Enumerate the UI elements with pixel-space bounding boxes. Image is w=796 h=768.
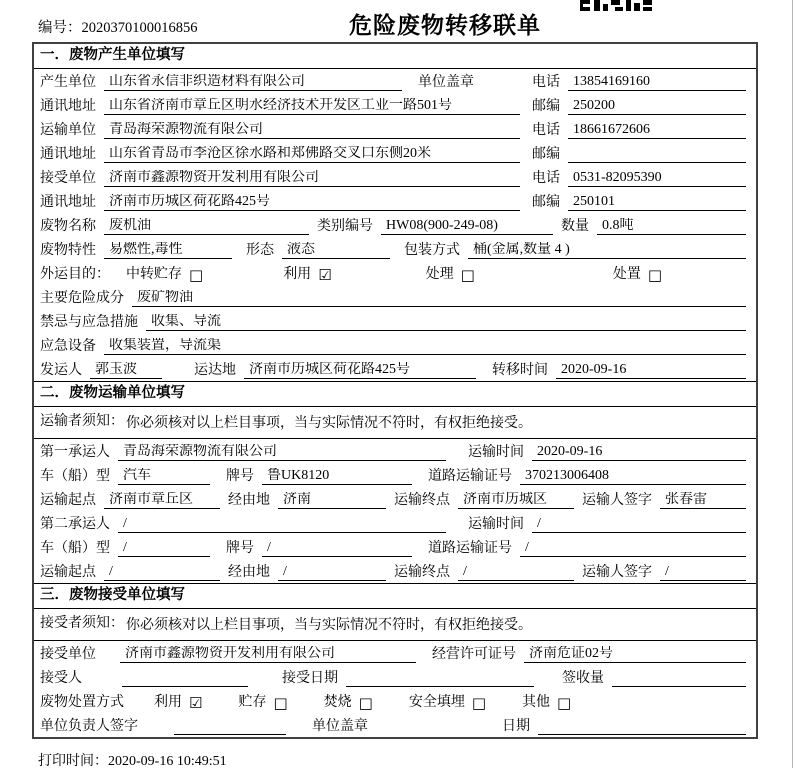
taboo-label: 禁忌与应急措施	[40, 315, 138, 330]
shipper-time-value: 2020-09-16	[556, 362, 746, 379]
print-time-label: 打印时间：	[38, 754, 108, 768]
vehicle2-permit-label: 道路运输证号	[428, 541, 512, 556]
sign-qty-value	[612, 670, 746, 687]
disposal-other-checkbox-icon: □	[557, 694, 572, 712]
row-shipper	[34, 357, 756, 381]
doc-number-value: 2020370100016856	[81, 20, 198, 36]
receiver-notice-text: 你必须核对以上栏目事项，当与实际情况不符时，有权拒绝接受。	[126, 618, 532, 633]
waste-qty-value: 0.8吨	[597, 218, 746, 235]
route1-end-value: 济南市历城区	[458, 492, 574, 509]
purpose-transfer-storage-checkbox-icon: □	[189, 266, 204, 284]
row-taboo	[34, 309, 756, 333]
transporter-phone-group	[532, 122, 746, 139]
unit-seal-label: 单位盖章	[312, 719, 368, 734]
vehicle1-plate-value: 鲁UK8120	[262, 468, 412, 485]
route2-via-label: 经由地	[228, 565, 270, 580]
transporter-zip-group	[532, 146, 746, 163]
shipper-value: 郭玉波	[90, 362, 162, 379]
transporter-zip-label: 邮编	[532, 147, 560, 162]
equipment-value: 收集装置，导流渠	[104, 338, 746, 355]
transporter-value: 青岛海荣源物流有限公司	[104, 122, 520, 139]
waste-pack-label: 包装方式	[404, 243, 460, 258]
disposal-method-label: 废物处置方式	[40, 695, 124, 710]
shipper-dest-label: 运达地	[194, 363, 236, 378]
accept-unit-value: 济南市鑫源物资开发利用有限公司	[120, 646, 416, 663]
hazard-value: 废矿物油	[132, 290, 746, 307]
shipper-label: 发运人	[40, 363, 82, 378]
producer-addr-value: 山东省济南市章丘区明水经济技术开发区工业一路501号	[104, 98, 520, 115]
carrier2-value: /	[118, 516, 446, 533]
row-accept-unit	[34, 641, 756, 665]
row-producer	[34, 69, 756, 93]
route1-sign-label: 运输人签字	[582, 493, 652, 508]
waste-code-value: HW08(900-249-08)	[381, 218, 553, 235]
print-time-value: 2020-09-16 10:49:51	[108, 754, 227, 768]
waste-code-label: 类别编号	[317, 219, 373, 234]
vehicle2-plate-label: 牌号	[226, 541, 254, 556]
transporter-notice-label: 运输者须知：	[40, 414, 124, 429]
purpose-option-transfer-storage	[126, 267, 203, 283]
waste-character-label: 废物特性	[40, 243, 96, 258]
receiver-label: 接受单位	[40, 171, 96, 186]
taboo-value: 收集、导流	[146, 314, 746, 331]
vehicle1-label: 车（船）型	[40, 469, 110, 484]
row-producer-addr	[34, 93, 756, 117]
license-value: 济南危证02号	[524, 646, 746, 663]
waste-name-value: 废机油	[104, 218, 309, 235]
section3-title: 三．废物接受单位填写	[34, 583, 756, 609]
disposal-option-incineration	[324, 695, 373, 711]
disposal-option-reuse	[154, 695, 202, 711]
carrier2-time-value: /	[532, 516, 746, 533]
accept-unit-label: 接受单位	[40, 647, 96, 662]
purpose-option-reuse	[283, 267, 331, 283]
route1-via-value: 济南	[278, 492, 386, 509]
hazard-label: 主要危险成分	[40, 291, 124, 306]
sign-date-value	[538, 718, 746, 735]
carrier2-time-label: 运输时间	[468, 517, 524, 532]
waste-form-value: 液态	[282, 242, 390, 259]
doc-number-label: 编号：	[38, 20, 82, 36]
accept-person-value	[122, 670, 248, 687]
route2-via-value: /	[278, 564, 386, 581]
row-disposal-method	[34, 689, 756, 713]
row-vehicle1	[34, 463, 756, 487]
row-route1	[34, 487, 756, 511]
responsible-sign-label: 单位负责人签字	[40, 719, 138, 734]
disposal-option-storage-label: 贮存	[238, 695, 267, 710]
carrier1-value: 青岛海荣源物流有限公司	[118, 444, 446, 461]
receiver-notice-label: 接受者须知：	[40, 616, 124, 631]
route2-start-label: 运输起点	[40, 565, 96, 580]
carrier2-label: 第二承运人	[40, 517, 110, 532]
vehicle1-plate-label: 牌号	[226, 469, 254, 484]
carrier1-time-value: 2020-09-16	[532, 444, 746, 461]
waste-character-value: 易燃性,毒性	[104, 242, 232, 259]
transporter-notice-text: 你必须核对以上栏目事项，当与实际情况不符时，有权拒绝接受。	[126, 416, 532, 431]
disposal-incineration-checkbox-icon: □	[358, 694, 373, 712]
purpose-treatment-checkbox-icon: □	[460, 266, 475, 284]
receiver-zip-group	[532, 194, 746, 211]
shipper-time-label: 转移时间	[492, 363, 548, 378]
purpose-label: 外运目的：	[40, 267, 110, 282]
transporter-notice	[34, 407, 756, 439]
receiver-zip-value: 250101	[568, 194, 746, 211]
transporter-addr-label: 通讯地址	[40, 147, 96, 162]
vehicle2-plate-value: /	[262, 540, 412, 557]
purpose-option-treatment-label: 处理	[425, 267, 454, 282]
producer-seal-label: 单位盖章	[418, 75, 474, 90]
producer-phone-label: 电话	[532, 75, 560, 90]
producer-phone-value: 13854169160	[568, 74, 746, 91]
sign-qty-label: 签收量	[562, 671, 604, 686]
equipment-label: 应急设备	[40, 339, 96, 354]
receiver-zip-label: 邮编	[532, 195, 560, 210]
purpose-option-disposal-label: 处置	[612, 267, 641, 282]
row-responsible-sign	[34, 713, 756, 737]
route1-end-label: 运输终点	[394, 493, 450, 508]
row-transporter	[34, 117, 756, 141]
vehicle2-label: 车（船）型	[40, 541, 110, 556]
waste-name-label: 废物名称	[40, 219, 96, 234]
producer-zip-label: 邮编	[532, 99, 560, 114]
receiver-value: 济南市鑫源物资开发利用有限公司	[104, 170, 520, 187]
purpose-option-reuse-label: 利用	[283, 267, 312, 282]
purpose-option-transfer-storage-label: 中转贮存	[126, 267, 182, 282]
receiver-addr-label: 通讯地址	[40, 195, 96, 210]
row-receiver-addr	[34, 189, 756, 213]
license-label: 经营许可证号	[432, 647, 516, 662]
route1-start-value: 济南市章丘区	[104, 492, 220, 509]
carrier1-time-label: 运输时间	[468, 445, 524, 460]
row-hazard	[34, 285, 756, 309]
vehicle1-permit-value: 370213006408	[520, 468, 746, 485]
responsible-sign-value	[174, 718, 286, 735]
row-carrier1	[34, 439, 756, 463]
row-equipment	[34, 333, 756, 357]
page-edge-line	[792, 0, 793, 768]
vehicle1-value: 汽车	[118, 468, 210, 485]
disposal-option-landfill	[409, 695, 486, 711]
print-time	[38, 750, 227, 768]
waste-pack-value: 桶(金属,数量 4 )	[468, 242, 746, 259]
route1-start-label: 运输起点	[40, 493, 96, 508]
receiver-notice	[34, 609, 756, 641]
waste-qty-label: 数量	[561, 219, 589, 234]
row-vehicle2	[34, 535, 756, 559]
producer-addr-label: 通讯地址	[40, 99, 96, 114]
row-waste-character	[34, 237, 756, 261]
producer-label: 产生单位	[40, 75, 96, 90]
receiver-addr-value: 济南市历城区荷花路425号	[104, 194, 520, 211]
route1-via-label: 经由地	[228, 493, 270, 508]
row-receiver	[34, 165, 756, 189]
row-route2	[34, 559, 756, 583]
transporter-phone-value: 18661672606	[568, 122, 746, 139]
disposal-option-other-label: 其他	[522, 695, 551, 710]
disposal-option-incineration-label: 焚烧	[323, 695, 352, 710]
transporter-addr-value: 山东省青岛市李沧区徐水路和郑佛路交叉口东侧20米	[104, 146, 520, 163]
route2-start-value: /	[104, 564, 220, 581]
shipper-dest-value: 济南市历城区荷花路425号	[244, 362, 476, 379]
route2-end-label: 运输终点	[394, 565, 450, 580]
producer-zip-group	[532, 98, 746, 115]
disposal-storage-checkbox-icon: □	[273, 694, 288, 712]
disposal-option-storage	[238, 695, 287, 711]
purpose-reuse-checkbox-icon: ☑	[318, 266, 332, 284]
vehicle2-permit-value: /	[520, 540, 746, 557]
row-waste-name	[34, 213, 756, 237]
disposal-option-landfill-label: 安全填埋	[408, 695, 465, 710]
accept-person-label: 接受人	[40, 671, 82, 686]
purpose-disposal-checkbox-icon: □	[647, 266, 663, 284]
route2-sign-value: /	[660, 564, 746, 581]
row-accept-person	[34, 665, 756, 689]
row-purpose	[34, 261, 756, 285]
disposal-option-reuse-label: 利用	[154, 695, 182, 710]
section2-title: 二．废物运输单位填写	[34, 381, 756, 407]
route1-sign-value: 张春雷	[660, 492, 746, 509]
receiver-phone-group	[532, 170, 746, 187]
row-carrier2	[34, 511, 756, 535]
accept-date-value	[346, 670, 534, 687]
vehicle1-permit-label: 道路运输证号	[428, 469, 512, 484]
disposal-reuse-checkbox-icon: ☑	[189, 694, 203, 712]
transporter-phone-label: 电话	[532, 123, 560, 138]
route2-sign-label: 运输人签字	[582, 565, 652, 580]
transporter-zip-value	[568, 146, 746, 163]
carrier1-label: 第一承运人	[40, 445, 110, 460]
producer-phone-group	[532, 74, 746, 91]
disposal-landfill-checkbox-icon: □	[471, 694, 487, 712]
form-body	[32, 42, 758, 739]
transporter-label: 运输单位	[40, 123, 96, 138]
page-title: 危险废物转移联单	[349, 13, 541, 38]
producer-value: 山东省永信非织造材料有限公司	[104, 74, 402, 91]
route2-end-value: /	[458, 564, 574, 581]
disposal-option-other	[522, 695, 571, 711]
receiver-phone-label: 电话	[532, 171, 560, 186]
vehicle2-value: /	[118, 540, 210, 557]
row-transporter-addr	[34, 141, 756, 165]
waste-form-label: 形态	[246, 243, 274, 258]
purpose-option-disposal	[613, 267, 662, 283]
producer-zip-value: 250200	[568, 98, 746, 115]
accept-date-label: 接受日期	[282, 671, 338, 686]
sign-date-label: 日期	[502, 719, 530, 734]
section1-title: 一．废物产生单位填写	[34, 44, 756, 69]
receiver-phone-value: 0531-82095390	[568, 170, 746, 187]
purpose-option-treatment	[426, 267, 475, 283]
qr-code-fragment	[580, 0, 652, 11]
